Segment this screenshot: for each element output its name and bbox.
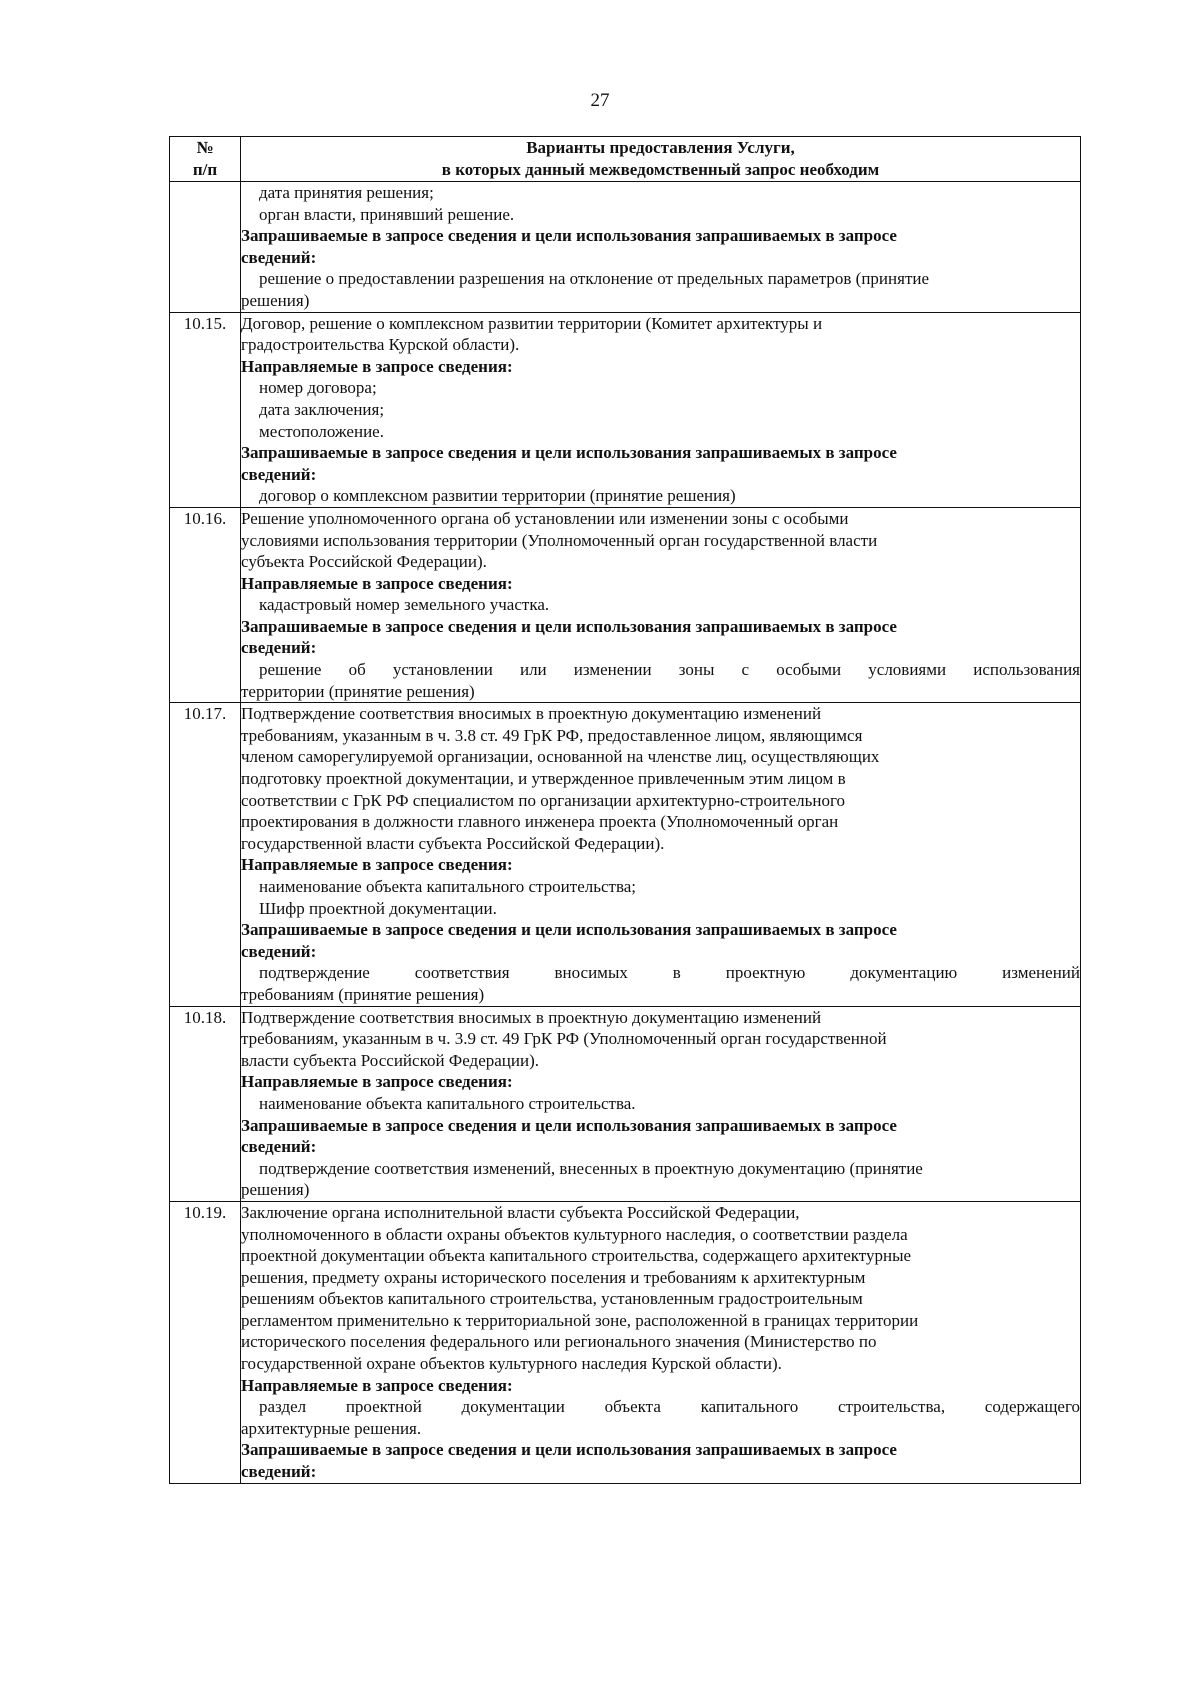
table-row <box>170 312 1081 507</box>
text-line: Шифр проектной документации. <box>259 898 497 918</box>
section-heading: сведений: <box>241 1462 317 1482</box>
text-line: требованиям, указанным в ч. 3.9 ст. 49 ГрК РФ (Уполномоченный орган государственной <box>241 1029 887 1049</box>
text-line: Подтверждение соответствия вносимых в проектную документацию изменений <box>241 704 822 724</box>
text-line: архитектурные решения. <box>241 1418 422 1438</box>
row-content <box>241 312 1081 507</box>
text-line: государственной власти субъекта Российской Федерации). <box>241 833 665 853</box>
section-heading: сведений: <box>241 1137 317 1157</box>
section-heading: Направляемые в запросе сведения: <box>241 573 513 593</box>
text-line: подтверждение соответствия вносимых в проектную документацию изменений <box>259 963 1080 983</box>
section-heading: Запрашиваемые в запросе сведения и цели использования запрашиваемых в запросе <box>241 1440 897 1460</box>
text-line: регламентом применительно к территориальной зоне, расположенной в границах территории <box>241 1310 919 1330</box>
text-line: решения) <box>241 1180 310 1200</box>
section-heading: Направляемые в запросе сведения: <box>241 1375 513 1395</box>
row-number: 10.18. <box>170 1006 241 1201</box>
text-line: дата принятия решения; <box>259 183 434 202</box>
text-line: решения) <box>241 290 310 310</box>
text-line: орган власти, принявший решение. <box>259 204 515 224</box>
header-number-symbol: № <box>196 138 214 157</box>
row-content <box>241 182 1081 313</box>
table-row <box>170 1201 1081 1483</box>
text-line: исторического поселения федерального или регионального значения (Министерство по <box>241 1332 877 1352</box>
header-variants-cell <box>241 137 1081 182</box>
section-heading: сведений: <box>241 941 317 961</box>
text-line: Договор, решение о комплексном развитии территории (Комитет архитектуры и <box>241 313 823 333</box>
text-line: кадастровый номер земельного участка. <box>259 595 550 615</box>
section-heading: сведений: <box>241 638 317 658</box>
text-line: решение об установлении или изменении зоны с особыми условиями использования <box>259 660 1080 680</box>
text-line: подготовку проектной документации, и утвержденное привлеченным этим лицом в <box>241 769 846 789</box>
header-variants-title: Варианты предоставления Услуги, <box>526 138 795 157</box>
text-line: подтверждение соответствия изменений, внесенных в проектную документацию (принятие <box>259 1158 923 1178</box>
text-line: градостроительства Курской области). <box>241 335 520 355</box>
text-line: Решение уполномоченного органа об установлении или изменении зоны с особыми <box>241 508 849 528</box>
section-heading: сведений: <box>241 247 317 267</box>
text-line: договор о комплексном развитии территории (принятие решения) <box>259 486 736 506</box>
text-line: субъекта Российской Федерации). <box>241 552 487 572</box>
table-header-row <box>170 137 1081 182</box>
text-line: дата заключения; <box>259 399 385 419</box>
text-line: Заключение органа исполнительной власти субъекта Российской Федерации, <box>241 1202 800 1222</box>
section-heading: сведений: <box>241 464 317 484</box>
row-number: 10.15. <box>170 312 241 507</box>
row-content <box>241 507 1081 702</box>
section-heading: Направляемые в запросе сведения: <box>241 356 513 376</box>
text-line: наименование объекта капитального строительства. <box>259 1093 636 1113</box>
row-number: 10.17. <box>170 703 241 1006</box>
text-line: решения, предмету охраны исторического поселения и требованиям к архитектурным <box>241 1267 866 1287</box>
text-line: решениям объектов капитального строительства, установленным градостроительным <box>241 1289 863 1309</box>
section-heading: Запрашиваемые в запросе сведения и цели использования запрашиваемых в запросе <box>241 443 897 463</box>
row-content <box>241 703 1081 1006</box>
text-line: требованиям, указанным в ч. 3.8 ст. 49 ГрК РФ, предоставленное лицом, являющимся <box>241 725 863 745</box>
text-line: номер договора; <box>259 378 377 398</box>
text-line: решение о предоставлении разрешения на отклонение от предельных параметров (принятие <box>259 269 930 289</box>
text-line: членом саморегулируемой организации, основанной на членстве лиц, осуществляющих <box>241 747 880 767</box>
table-row <box>170 507 1081 702</box>
text-line: раздел проектной документации объекта капитального строительства, содержащего <box>259 1397 1080 1417</box>
text-line: наименование объекта капитального строительства; <box>259 877 637 896</box>
row-number: 10.19. <box>170 1201 241 1483</box>
text-line: местоположение. <box>259 421 384 441</box>
section-heading: Запрашиваемые в запросе сведения и цели использования запрашиваемых в запросе <box>241 1115 897 1135</box>
text-line: власти субъекта Российской Федерации). <box>241 1050 540 1070</box>
text-line: уполномоченного в области охраны объектов культурного наследия, о соответствии раздела <box>241 1224 908 1244</box>
section-heading: Запрашиваемые в запросе сведения и цели использования запрашиваемых в запросе <box>241 920 897 940</box>
section-heading: Запрашиваемые в запросе сведения и цели использования запрашиваемых в запросе <box>241 616 897 636</box>
page-number: 27 <box>590 90 610 111</box>
text-line: условиями использования территории (Уполномоченный орган государственной власти <box>241 530 878 550</box>
table-row <box>170 703 1081 1006</box>
text-line: требованиям (принятие решения) <box>241 984 485 1004</box>
text-line: соответствии с ГрК РФ специалистом по организации архитектурно-строительного <box>241 790 846 810</box>
table-row <box>170 1006 1081 1201</box>
table-row <box>170 182 1081 313</box>
header-number-abbrev: п/п <box>192 160 218 179</box>
row-number: 10.16. <box>170 507 241 702</box>
text-line: проектирования в должности главного инженера проекта (Уполномоченный орган <box>241 812 839 832</box>
text-line: территории (принятие решения) <box>241 681 475 701</box>
text-line: государственной охране объектов культурного наследия Курской области). <box>241 1354 782 1374</box>
section-heading: Направляемые в запросе сведения: <box>241 855 513 875</box>
text-line: Подтверждение соответствия вносимых в проектную документацию изменений <box>241 1007 822 1027</box>
row-content <box>241 1006 1081 1201</box>
header-number-cell <box>170 137 241 182</box>
header-variants-subtitle: в которых данный межведомственный запрос необходим <box>441 160 880 179</box>
section-heading: Запрашиваемые в запросе сведения и цели использования запрашиваемых в запросе <box>241 226 897 246</box>
row-content <box>241 1201 1081 1483</box>
row-number <box>170 182 241 313</box>
text-line: проектной документации объекта капитального строительства, содержащего архитектурные <box>241 1246 912 1266</box>
section-heading: Направляемые в запросе сведения: <box>241 1072 513 1092</box>
services-table <box>169 136 1081 1484</box>
